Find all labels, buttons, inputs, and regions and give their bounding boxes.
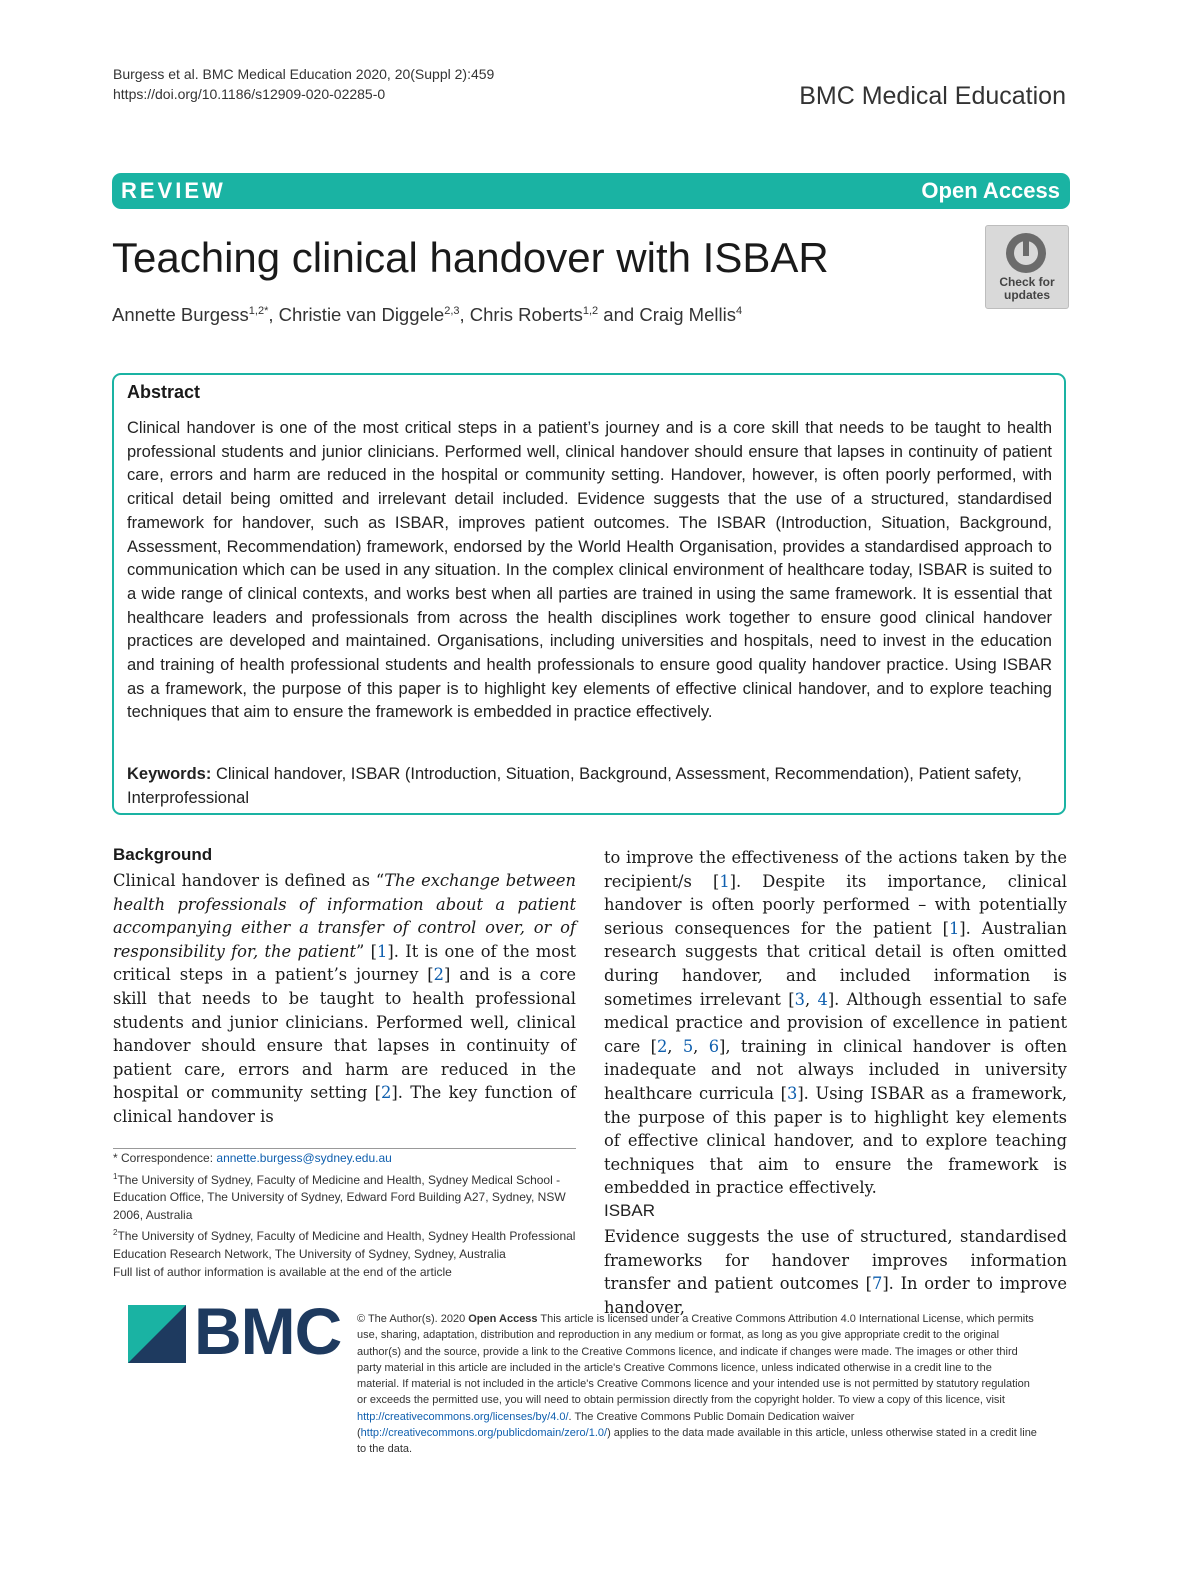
author-separator: , [459, 304, 470, 325]
text-run: ) applies to the data made available in this article, unless otherwise stated in a credit line to the data. [357, 1427, 1037, 1456]
citation-ref[interactable]: 6 [708, 1036, 720, 1056]
italic-quote: The exchange between health professionals of information about a patient accompanying either a transfer of control over, or of responsibility for, the patient [113, 871, 576, 961]
text-run: ]. In order to improve handover, [604, 1274, 1067, 1317]
journal-name: BMC Medical Education [799, 82, 1066, 110]
text-run: Evidence suggests the use of structured, standardised frameworks for handover improves information transfer and patient outcomes [ [604, 1227, 1067, 1294]
article-type-label: REVIEW [121, 178, 226, 203]
section-heading-background: Background [113, 845, 213, 864]
article-type-bar [112, 173, 1070, 209]
bmc-logo-mark [128, 1305, 186, 1363]
keywords [127, 763, 1052, 810]
bold-text: Open Access [468, 1313, 538, 1325]
body-paragraph-1 [113, 869, 576, 1129]
text-run: ]. Using ISBAR as a framework, the purpose of this paper is to highlight key elements of effective clinical handover, and to explore teaching techniques that aim to ensure the framework is embedded in practice effectively. [604, 1083, 1067, 1198]
affiliation-2: $^2$The University of Sydney, Faculty of Medicine and Health, Sydney Health Professional Education Research Network, The University of Sydney, Sydney, Australia [113, 1228, 576, 1261]
text-run: ]. The key function of clinical handover is [113, 1083, 576, 1126]
citation-ref[interactable]: 3 [786, 1083, 798, 1103]
keywords-list: Clinical handover, ISBAR (Introduction, Situation, Background, Assessment, Recommendation), Patient safety, Interprofessional [127, 765, 1022, 807]
citation-ref[interactable]: 1 [948, 918, 960, 938]
update-icon [1006, 233, 1046, 273]
citation-header [113, 64, 494, 104]
text-run: ]. Despite its importance, clinical handover is often poorly performed – with potentially serious consequences for the patient [ [604, 871, 1068, 938]
text-run: ” [ [356, 941, 378, 961]
citation-ref[interactable]: 1 [719, 871, 730, 891]
badge-line-1: Check for [999, 275, 1055, 289]
text-run: ]. Although essential to safe medical practice and provision of excellence in patient care [ [604, 989, 1068, 1056]
citation-ref[interactable]: 4 [817, 989, 828, 1009]
text-run: © The Author(s). 2020 [357, 1313, 469, 1325]
author-affiliation: 4 [735, 304, 743, 317]
paper-title: Teaching clinical handover with ISBAR [112, 234, 829, 281]
text-run: , [667, 1036, 683, 1056]
author-separator: , [268, 304, 279, 325]
text-run: ] and is a core skill that needs to be taught to health professional students and junior clinicians. Performed well, clinical handover should ensure that lapses in continuity of patient care, errors and harm are reduced in the hospital or community setting [ [113, 965, 576, 1103]
text-run: ]. It is one of the most critical steps in a patient’s journey [ [113, 941, 577, 985]
author-name[interactable]: Annette Burgess [112, 304, 249, 325]
text-run: , [804, 989, 818, 1009]
abstract-box [112, 373, 1066, 815]
author-list [112, 304, 742, 326]
author-name[interactable]: Chris Roberts [469, 304, 583, 325]
author-affiliation: 1,2* [248, 304, 269, 317]
keywords-label: Keywords: [127, 765, 212, 783]
footnote-divider [113, 1148, 576, 1149]
license-link[interactable]: http://creativecommons.org/licenses/by/4.0/ [357, 1410, 569, 1423]
text-run: Clinical handover is defined as “ [113, 871, 385, 890]
citation-ref[interactable]: 2 [656, 1036, 668, 1056]
text-run: , [693, 1036, 709, 1056]
citation-ref[interactable]: 2 [433, 965, 444, 985]
correspondence: * Correspondence: annette.burgess@sydney.edu.au [113, 1151, 392, 1165]
text-run: ]. Australian research suggests that critical detail is often omitted during handover, and included information is sometimes irrelevant [ [604, 918, 1067, 1009]
citation-ref[interactable]: 2 [381, 1083, 392, 1103]
doi-link[interactable]: https://doi.org/10.1186/s12909-020-02285-0 [113, 86, 386, 102]
abstract-text: Clinical handover is one of the most critical steps in a patient’s journey and is a core skill that needs to be taught to health professional students and junior clinicians. Performed well, clinical handover should ensure that lapses in continuity of patient care, errors and harm are reduced in the hospital or community setting. Handover, however, is often poorly performed, with critical detail being omitted and irrelevant detail included. Evidence suggests that the use of a structured, standardised framework for handover, such as ISBAR, improves patient outcomes. The ISBAR (Introduction, Situation, Background, Assessment, Recommendation) framework, endorsed by the World Health Organisation, provides a standardised approach to communication which can be used in any situation. In the complex clinical environment of healthcare today, ISBAR is suited to a wide range of clinical contexts, and works best when all parties are trained in using the same framework. It is essential that healthcare leaders and professionals from across the health disciplines work together to ensure good clinical handover practices are developed and maintained. Organisations, including universities and hospitals, need to invest in the education and training of health professional students and health professionals to ensure good quality handover practice. Using ISBAR as a framework, the purpose of this paper is to highlight key elements of effective clinical handover, and to explore teaching techniques that aim to ensure the framework is embedded in practice effectively. [127, 419, 1052, 722]
citation-ref[interactable]: 7 [871, 1274, 883, 1294]
body-paragraph-2 [604, 846, 1067, 1200]
author-affiliation: 1,2 [582, 304, 599, 317]
citation-ref[interactable]: 5 [682, 1036, 694, 1056]
bmc-logo [128, 1294, 342, 1373]
abstract-heading: Abstract [127, 382, 201, 402]
check-for-updates-badge[interactable] [985, 225, 1069, 309]
citation-ref[interactable]: 1 [377, 941, 388, 961]
text-run: to improve the effectiveness of the actions taken by the recipient/s [ [604, 848, 1067, 891]
badge-line-2: updates [1003, 288, 1050, 302]
bmc-logo-wordmark: BMC [194, 1294, 342, 1368]
citation-ref[interactable]: 3 [794, 989, 805, 1009]
author-separator: and [598, 304, 640, 325]
citation-line: Burgess et al. BMC Medical Education 2020, 20(Suppl 2):459 [113, 66, 495, 82]
license-text [357, 1311, 1037, 1458]
author-name[interactable]: Craig Mellis [639, 304, 736, 325]
body-paragraph-isbar [604, 1225, 1067, 1319]
section-heading-isbar: ISBAR [604, 1201, 656, 1220]
text-run: . The Creative Commons Public Domain Dedication waiver ( [357, 1410, 855, 1440]
author-affiliation: 2,3 [444, 304, 460, 317]
open-access-label: Open Access [921, 178, 1060, 203]
author-name[interactable]: Christie van Diggele [278, 304, 445, 325]
text-run: This article is licensed under a Creative Commons Attribution 4.0 International License, which permits use, sharing, adaptation, distribution and reproduction in any medium or format, as long as you give appropriate credit to the original author(s) and the source, provide a link to the Creative Commons licence, and indicate if changes were made. The images or other third party material in this article are included in the article's Creative Commons licence, unless indicated otherwise in a credit line to the material. If material is not included in the article's Creative Commons licence and your intended use is not permitted by statutory regulation or exceeds the permitted use, you will need to obtain permission directly from the copyright holder. To view a copy of this licence, visit [357, 1313, 1034, 1407]
text-run: ], training in clinical handover is often inadequate and not always included in university healthcare curricula [ [604, 1036, 1067, 1103]
affiliation-1: $^1$The University of Sydney, Faculty of Medicine and Health, Sydney Medical School - Education Office, The University of Sydney, Edward Ford Building A27, Sydney, NSW 2006, Australia [113, 1171, 566, 1222]
correspondence-email[interactable]: annette.burgess@sydney.edu.au [216, 1151, 392, 1165]
license-link[interactable]: http://creativecommons.org/publicdomain/zero/1.0/ [360, 1427, 608, 1440]
full-author-info: Full list of author information is available at the end of the article [113, 1264, 452, 1279]
footnotes [113, 1150, 576, 1281]
